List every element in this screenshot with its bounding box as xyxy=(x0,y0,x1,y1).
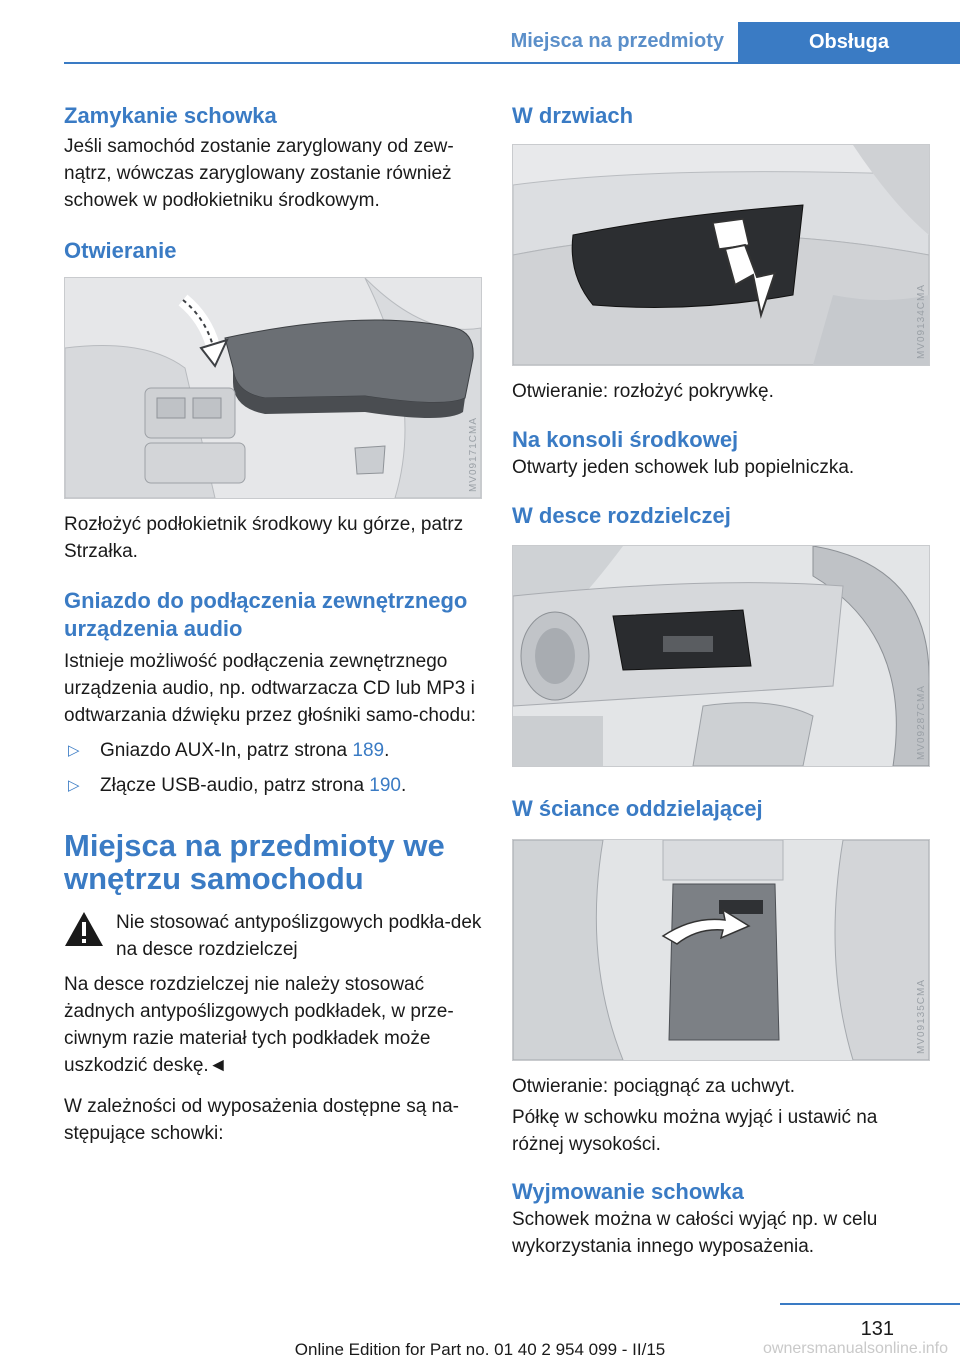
caption-partition: Otwieranie: pociągnąć za uchwyt. xyxy=(512,1076,796,1097)
warning-icon xyxy=(64,911,104,947)
figure-code: MV09287CMA xyxy=(916,684,927,760)
figure-code: MV09171CMA xyxy=(468,416,479,492)
heading-removing-compartment: Wyjmowanie schowka xyxy=(512,1179,744,1204)
bullet-triangle-icon: ▷ xyxy=(68,742,80,759)
footer-rule xyxy=(780,1303,960,1305)
page-link[interactable]: 190 xyxy=(369,775,401,796)
paragraph-audio-socket: Istnieje możliwość podłączenia zewnętrznego urządzenia audio, np. odtwarzacza CD lub MP3 i odtwarzania dźwięku przez głośniki samo-chodu: xyxy=(64,651,476,726)
heading-in-doors: W drzwiach xyxy=(512,103,634,128)
heading-opening: Otwieranie xyxy=(64,238,177,263)
header-section-title: Miejsca na przedmioty xyxy=(510,30,724,52)
heading-dashboard: W desce rozdzielczej xyxy=(512,503,731,528)
main-section-heading: Miejsca na przedmioty we wnętrzu samochodu xyxy=(64,828,445,896)
paragraph-warning: Na desce rozdzielczej nie należy stosować żadnych antypoślizgowych podkładek, w prze-ciwnym razie materiał tych podkładek może uszkodzić deskę.◄ xyxy=(64,974,454,1076)
heading-partition-wall: W ściance oddzielającej xyxy=(512,796,763,821)
figure-door-pocket xyxy=(512,144,930,366)
socket-list xyxy=(64,737,484,799)
dashboard-illustration xyxy=(513,546,929,766)
list-item: ▷ Złącze USB-audio, patrz strona 190. xyxy=(64,772,484,799)
header-chapter-tab: Obsługa xyxy=(738,22,960,63)
figure-armrest xyxy=(64,277,482,499)
figure-partition xyxy=(512,839,930,1061)
warning-block xyxy=(64,909,484,963)
heading-center-console: Na konsoli środkowej xyxy=(512,427,739,452)
caption-door-pocket: Otwieranie: rozłożyć pokrywkę. xyxy=(512,381,774,402)
right-column xyxy=(512,102,932,1260)
warning-title: Nie stosować antypoślizgowych podkła-dek na desce rozdzielczej xyxy=(116,912,482,960)
heading-audio-socket: Gniazdo do podłączenia zewnętrznego urządzenia audio xyxy=(64,588,468,641)
caption-armrest: Rozłożyć podłokietnik środkowy ku górze, patrz Strzałka. xyxy=(64,514,464,562)
heading-closing-compartment: Zamykanie schowka xyxy=(64,103,277,128)
figure-dashboard xyxy=(512,545,930,767)
paragraph-closing: Jeśli samochód zostanie zaryglowany od zew-nątrz, wówczas zaryglowany zostanie również schowek w podłokietniku środkowym. xyxy=(64,136,454,211)
footer-edition: Online Edition for Part no. 01 40 2 954 099 - II/15 xyxy=(294,1340,666,1359)
figure-code: MV09135CMA xyxy=(916,978,927,1054)
paragraph-center-console: Otwarty jeden schowek lub popielniczka. xyxy=(512,457,855,478)
page-link[interactable]: 189 xyxy=(352,740,385,761)
partition-illustration xyxy=(513,840,929,1060)
bullet-triangle-icon: ▷ xyxy=(68,777,80,794)
paragraph-shelf: Półkę w schowku można wyjąć i ustawić na różnej wysokości. xyxy=(512,1107,878,1155)
watermark: ownersmanualsonline.info xyxy=(763,1340,948,1357)
page-number: 131 xyxy=(860,1318,894,1340)
paragraph-available: W zależności od wyposażenia dostępne są na-stępujące schowki: xyxy=(64,1096,460,1144)
header-rule xyxy=(64,62,960,64)
left-column xyxy=(64,102,484,1147)
list-item: ▷ Gniazdo AUX-In, patrz strona 189. xyxy=(64,737,484,764)
paragraph-removing: Schowek można w całości wyjąć np. w celu wykorzystania innego wyposażenia. xyxy=(512,1209,878,1257)
door-pocket-illustration xyxy=(513,145,929,365)
figure-code: MV09134CMA xyxy=(916,283,927,359)
armrest-illustration xyxy=(65,278,481,498)
